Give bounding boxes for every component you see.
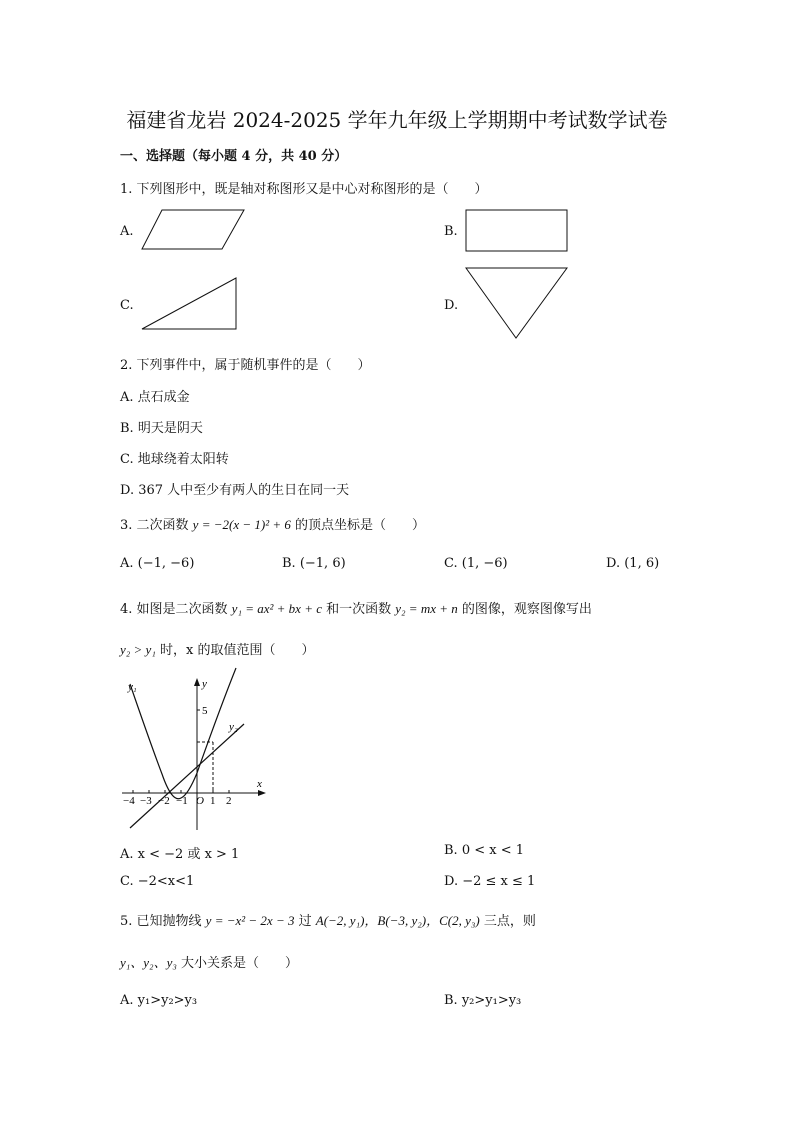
q5-option-b: B. y₂>y₁>y₃ bbox=[444, 993, 522, 1008]
tick-label-1: 1 bbox=[210, 795, 216, 807]
q1-stem: 1. 下列图形中，既是轴对称图形又是中心对称图形的是（ ） bbox=[120, 182, 488, 197]
q5-points: A(−2, y₁)，B(−3, y₂)，C(2, y₃) bbox=[315, 913, 480, 928]
q4-stem-line2: y₂ > y₁ 时，x 的取值范围（ ） bbox=[120, 642, 315, 658]
q2-option-a: A. 点石成金 bbox=[120, 390, 190, 405]
x-axis-arrow bbox=[258, 790, 266, 796]
q1-label-a: A. bbox=[120, 224, 134, 239]
tick-label-neg3: −3 bbox=[140, 795, 152, 807]
q2-option-d: D. 367 人中至少有两人的生日在同一天 bbox=[120, 483, 350, 498]
q2-option-b: B. 明天是阴天 bbox=[120, 421, 203, 436]
right-triangle-figure bbox=[140, 276, 240, 332]
q5-stem-line2: y₁、y₂、y₃ 大小关系是（ ） bbox=[120, 955, 299, 971]
q5-formula: y = −x² − 2x − 3 bbox=[205, 913, 295, 928]
q3-formula: y = −2(x − 1)² + 6 bbox=[192, 517, 291, 532]
q2-stem: 2. 下列事件中，属于随机事件的是（ ） bbox=[120, 358, 371, 373]
tick-label-neg2: −2 bbox=[158, 795, 170, 807]
tick-label-5: 5 bbox=[202, 705, 208, 717]
inverted-triangle-figure bbox=[464, 266, 570, 342]
page-title: 福建省龙岩 2024-2025 学年九年级上学期期中考试数学试卷 bbox=[126, 108, 668, 132]
tick-label-2: 2 bbox=[226, 795, 232, 807]
q4-option-c: C. −2<x<1 bbox=[120, 874, 195, 889]
q3-option-d: D. (1, 6) bbox=[606, 556, 660, 571]
q4-stem-line1: 4. 如图是二次函数 y₁ = ax² + bx + c 和一次函数 y₂ = mx + n 的图像，观察图像写出 bbox=[120, 601, 592, 617]
section-heading: 一、选择题（每小题 4 分，共 40 分） bbox=[120, 149, 348, 164]
q1-label-c: C. bbox=[120, 298, 134, 313]
q3-option-a: A. (−1, −6) bbox=[120, 556, 195, 571]
label-y2: y₂ bbox=[229, 721, 238, 733]
q2-option-c: C. 地球绕着太阳转 bbox=[120, 452, 229, 467]
q3-option-c: C. (1, −6) bbox=[444, 556, 508, 571]
q3-stem: 3. 二次函数 y = −2(x − 1)² + 6 的顶点坐标是（ ） bbox=[120, 517, 425, 533]
label-y1: y₁ bbox=[128, 681, 137, 693]
q3-option-b: B. (−1, 6) bbox=[282, 556, 346, 571]
y-axis-arrow bbox=[194, 678, 200, 686]
q4-formula-y2: y₂ = mx + n bbox=[395, 601, 458, 616]
q5-stem-line1: 5. 已知抛物线 y = −x² − 2x − 3 过 A(−2, y₁)，B(−3, y₂)，C(2, y₃) 三点，则 bbox=[120, 913, 536, 929]
q1-label-b: B. bbox=[444, 224, 458, 239]
q4-option-d: D. −2 ≤ x ≤ 1 bbox=[444, 874, 536, 889]
tick-label-neg4: −4 bbox=[123, 795, 135, 807]
line-y2 bbox=[130, 724, 244, 828]
q1-label-d: D. bbox=[444, 298, 459, 313]
label-y-axis: y bbox=[202, 678, 207, 690]
label-x-axis: x bbox=[257, 778, 262, 790]
rectangle-figure bbox=[465, 209, 569, 253]
q4-option-a: A. x < −2 或 x > 1 bbox=[120, 847, 240, 862]
origin-label: O bbox=[196, 795, 204, 807]
q4-formula-y1: y₁ = ax² + bx + c bbox=[231, 601, 322, 616]
q4-option-b: B. 0 < x < 1 bbox=[444, 843, 525, 858]
q4-function-graph bbox=[116, 670, 276, 840]
q5-option-a: A. y₁>y₂>y₃ bbox=[120, 993, 198, 1008]
parallelogram-figure bbox=[140, 209, 246, 251]
tick-label-neg1: −1 bbox=[176, 795, 188, 807]
